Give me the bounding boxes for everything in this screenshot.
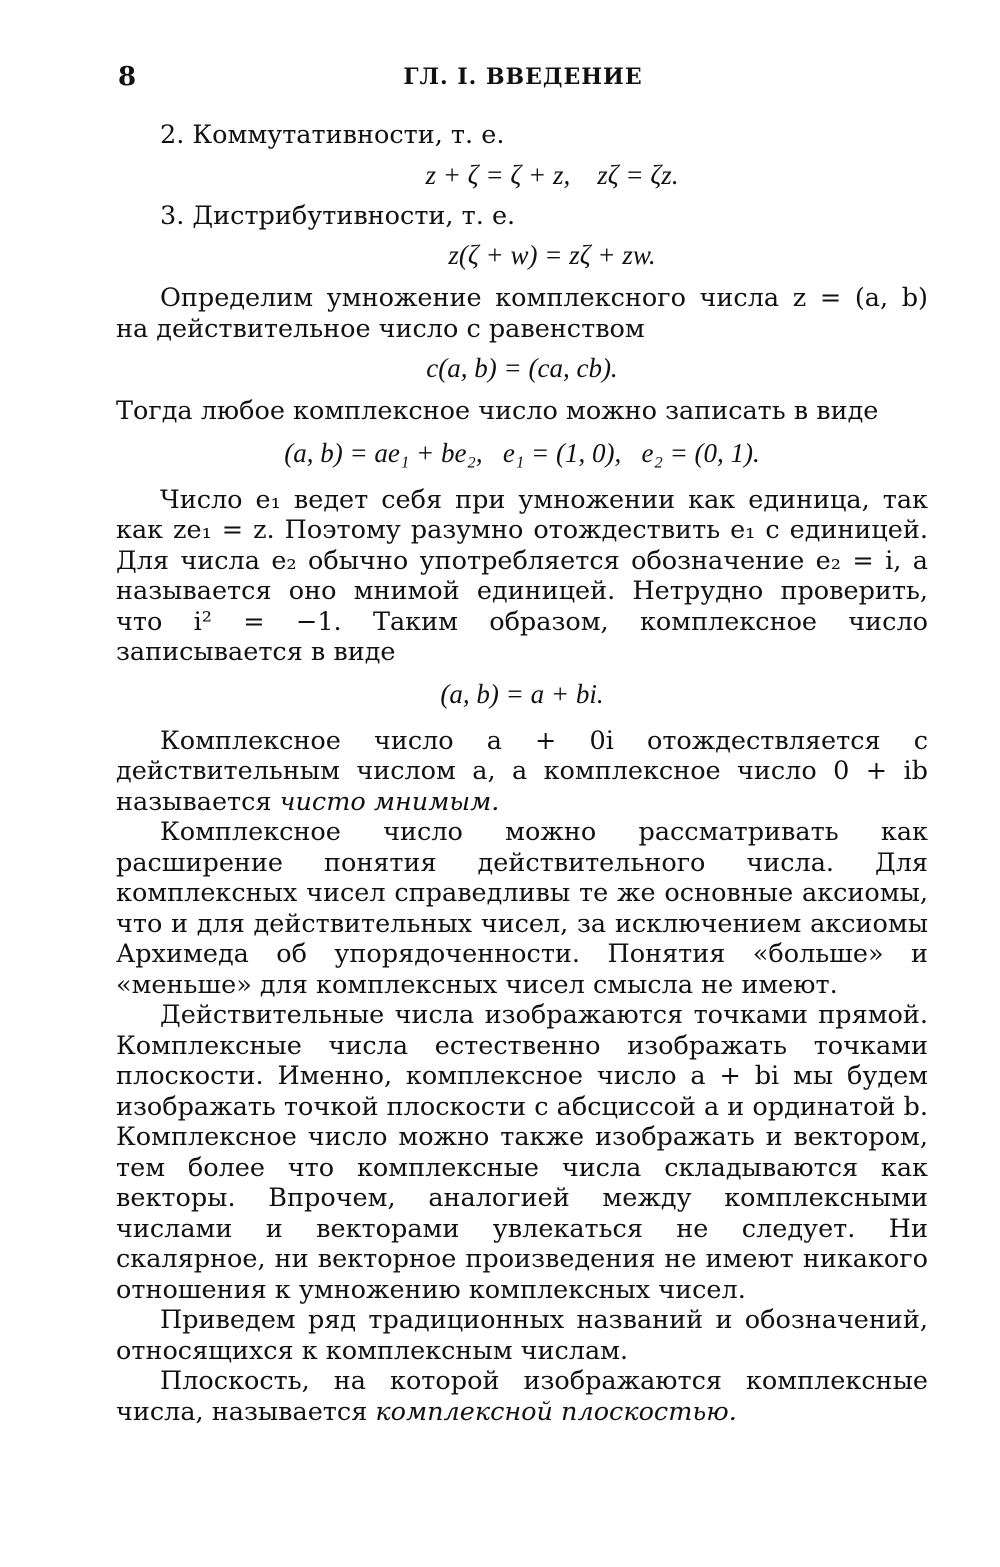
distributivity-formula: z(ζ + w) = zζ + zw. (448, 240, 656, 270)
traditional-names-paragraph: Приведем ряд традиционных названий и обозначений, относящихся к комплексным числам. (116, 1305, 928, 1366)
pure-imaginary-term: чисто мнимым. (279, 786, 500, 817)
complex-plane-term: комплексной плоскостью. (375, 1396, 737, 1427)
basis-formula: (a, b) = ae₁ + be₂, e₁ = (1, 0), e₂ = (0, 1). (284, 437, 760, 468)
page-header (118, 62, 928, 102)
imaginary-unit-paragraph: Число e₁ ведет себя при умножении как единица, так как ze₁ = z. Поэтому разумно отождествить e₁ с единицей. Для числа e₂ обычно употребляется обозначение e₂ = i, а называется оно мнимой единицей. Нетрудно проверить, что i² = −1. Таким образом, комплексное число записывается в виде (116, 484, 928, 667)
geometric-paragraph: Действительные числа изображаются точками прямой. Комплексные числа естественно изображать точками плоскости. Именно, комплексное число a + bi мы будем изображать точкой плоскости с абсциссой a и ординатой b. Комплексное число можно также изображать и вектором, тем более что комплексные числа складываются как векторы. Впрочем, аналогией между комплексными числами и векторами увлекаться не следует. Ни скалярное, ни векторное произведения не имеют никакого отношения к умножению комплексных чисел. (116, 1000, 928, 1305)
pure-imaginary-text: Комплексное число a + 0i отождествляется с действительным числом a, а комплексное число 0 + ib называется (116, 725, 928, 817)
algebraic-form-formula: (a, b) = a + bi. (440, 678, 604, 709)
extension-paragraph: Комплексное число можно рассматривать как расширение понятия действительного числа. Для комплексных чисел справедливы те же основные аксиомы, что и для действительных чисел, за исключением аксиомы Архимеда об упорядоченности. Понятия «больше» и «меньше» для комплексных чисел смысла не имеют. (116, 817, 928, 1000)
basis-intro-paragraph: Тогда любое комплексное число можно записать в виде (116, 396, 879, 426)
commutativity-item: 2. Коммутативности, т. е. (160, 120, 505, 150)
distributivity-item: 3. Дистрибутивности, т. е. (160, 200, 516, 231)
running-head: ГЛ. I. ВВЕДЕНИЕ (403, 64, 643, 90)
complex-plane-paragraph (116, 1366, 928, 1427)
pure-imaginary-paragraph (116, 726, 928, 818)
page-body (116, 112, 928, 1427)
page-number: 8 (118, 62, 137, 92)
commutativity-formula: z + ζ = ζ + z, zζ = ζz. (425, 159, 679, 190)
scalar-multiplication-paragraph: Определим умножение комплексного числа z = (a, b) на действительное число c равенством (116, 283, 928, 344)
complex-plane-text: Плоскость, на которой изображаются комплексные числа, называется (116, 1366, 928, 1427)
scalar-multiplication-formula: c(a, b) = (ca, cb). (426, 353, 618, 383)
